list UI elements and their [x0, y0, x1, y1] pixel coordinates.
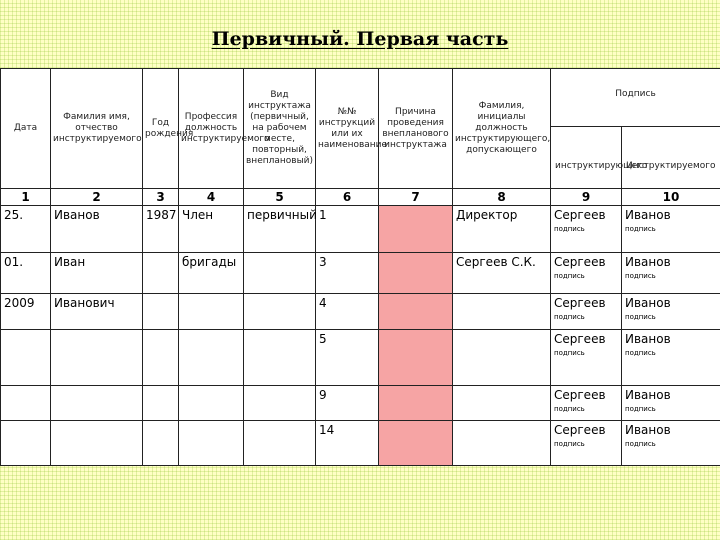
page-title-text: Первичный. Первая часть — [211, 28, 509, 50]
cell-instr: 5 — [316, 330, 379, 386]
cell-instructor — [453, 386, 551, 421]
sig-name: Иванов — [625, 208, 671, 222]
page-title — [0, 28, 720, 50]
header-profession: Профессия должность инструктируемого — [179, 69, 244, 189]
header-sig-instructor: инструктирующего — [551, 127, 622, 189]
cell-sig-instructor — [551, 294, 622, 330]
header-year: Год рождения — [143, 69, 179, 189]
col-num: 4 — [179, 189, 244, 206]
cell-type — [244, 253, 316, 294]
cell-sig-instructor — [551, 206, 622, 253]
cell-instr: 3 — [316, 253, 379, 294]
cell-fio: Иванович — [51, 294, 143, 330]
cell-date: 2009 — [1, 294, 51, 330]
cell-instr: 9 — [316, 386, 379, 421]
col-num: 10 — [622, 189, 720, 206]
cell-sig-instructor — [551, 421, 622, 466]
cell-date: 25. — [1, 206, 51, 253]
cell-sig-instructed — [622, 294, 720, 330]
col-num: 3 — [143, 189, 179, 206]
cell-type: первичный — [244, 206, 316, 253]
cell-instr: 1 — [316, 206, 379, 253]
table-row — [1, 206, 720, 253]
sig-name: Сергеев — [554, 208, 606, 222]
col-num: 8 — [453, 189, 551, 206]
cell-date — [1, 386, 51, 421]
sig-name: Иванов — [625, 332, 671, 346]
cell-fio — [51, 421, 143, 466]
sig-note: подпись — [554, 440, 585, 448]
sig-note: подпись — [625, 313, 656, 321]
cell-date — [1, 330, 51, 386]
col-num: 1 — [1, 189, 51, 206]
table-body — [1, 206, 720, 466]
cell-type — [244, 386, 316, 421]
cell-reason — [379, 330, 453, 386]
header-row — [1, 69, 720, 127]
table-row — [1, 253, 720, 294]
sig-name: Иванов — [625, 423, 671, 437]
cell-year — [143, 330, 179, 386]
sig-name: Сергеев — [554, 388, 606, 402]
sig-note: подпись — [625, 225, 656, 233]
cell-sig-instructed — [622, 386, 720, 421]
col-num: 7 — [379, 189, 453, 206]
briefing-log-table — [0, 68, 720, 466]
header-reason: Причина проведения внепланового инструктажа — [379, 69, 453, 189]
header-sig-instructed: Инструктируемого — [622, 127, 720, 189]
cell-sig-instructor — [551, 253, 622, 294]
cell-fio: Иван — [51, 253, 143, 294]
sig-note: подпись — [625, 272, 656, 280]
sig-note: подпись — [625, 440, 656, 448]
cell-sig-instructor — [551, 330, 622, 386]
cell-fio — [51, 330, 143, 386]
cell-year: 1987 — [143, 206, 179, 253]
cell-sig-instructor — [551, 386, 622, 421]
header-signature: Подпись — [551, 69, 720, 127]
table-row — [1, 421, 720, 466]
sig-name: Сергеев — [554, 332, 606, 346]
col-num: 9 — [551, 189, 622, 206]
table-row — [1, 294, 720, 330]
cell-reason — [379, 294, 453, 330]
sig-name: Сергеев — [554, 423, 606, 437]
sig-name: Иванов — [625, 296, 671, 310]
cell-type — [244, 330, 316, 386]
sig-name: Сергеев — [554, 296, 606, 310]
cell-reason — [379, 206, 453, 253]
col-num: 5 — [244, 189, 316, 206]
cell-date — [1, 421, 51, 466]
col-num: 2 — [51, 189, 143, 206]
header-instructor: Фамилия, инициалы должность инструктирующего, допускающего — [453, 69, 551, 189]
header-instr-no: №№ инструкций или их наименование — [316, 69, 379, 189]
sig-note: подпись — [554, 272, 585, 280]
cell-profession — [179, 421, 244, 466]
sig-note: подпись — [554, 225, 585, 233]
header-fio: Фамилия имя, отчество инструктируемого — [51, 69, 143, 189]
cell-sig-instructed — [622, 330, 720, 386]
header-date: Дата — [1, 69, 51, 189]
column-numbers-row — [1, 189, 720, 206]
cell-instructor: Сергеев С.К. — [453, 253, 551, 294]
sig-name: Иванов — [625, 255, 671, 269]
cell-sig-instructed — [622, 421, 720, 466]
cell-instr: 4 — [316, 294, 379, 330]
table-row — [1, 386, 720, 421]
cell-date: 01. — [1, 253, 51, 294]
cell-sig-instructed — [622, 253, 720, 294]
cell-instructor — [453, 421, 551, 466]
cell-year — [143, 386, 179, 421]
cell-profession: бригады — [179, 253, 244, 294]
table-row — [1, 330, 720, 386]
cell-fio — [51, 386, 143, 421]
cell-year — [143, 253, 179, 294]
cell-instructor — [453, 294, 551, 330]
sig-note: подпись — [554, 405, 585, 413]
cell-sig-instructed — [622, 206, 720, 253]
sig-note: подпись — [554, 349, 585, 357]
cell-fio: Иванов — [51, 206, 143, 253]
sig-note: подпись — [625, 349, 656, 357]
cell-instructor — [453, 330, 551, 386]
cell-year — [143, 421, 179, 466]
cell-reason — [379, 386, 453, 421]
col-num: 6 — [316, 189, 379, 206]
header-type: Вид инструктажа (первичный, на рабочем месте, повторный, внеплановый) — [244, 69, 316, 189]
cell-profession — [179, 330, 244, 386]
cell-year — [143, 294, 179, 330]
cell-type — [244, 294, 316, 330]
sig-name: Сергеев — [554, 255, 606, 269]
sig-note: подпись — [625, 405, 656, 413]
cell-instructor: Директор — [453, 206, 551, 253]
cell-profession — [179, 386, 244, 421]
cell-instr: 14 — [316, 421, 379, 466]
cell-profession — [179, 294, 244, 330]
cell-profession: Член — [179, 206, 244, 253]
sig-name: Иванов — [625, 388, 671, 402]
cell-reason — [379, 421, 453, 466]
sig-note: подпись — [554, 313, 585, 321]
cell-reason — [379, 253, 453, 294]
cell-type — [244, 421, 316, 466]
